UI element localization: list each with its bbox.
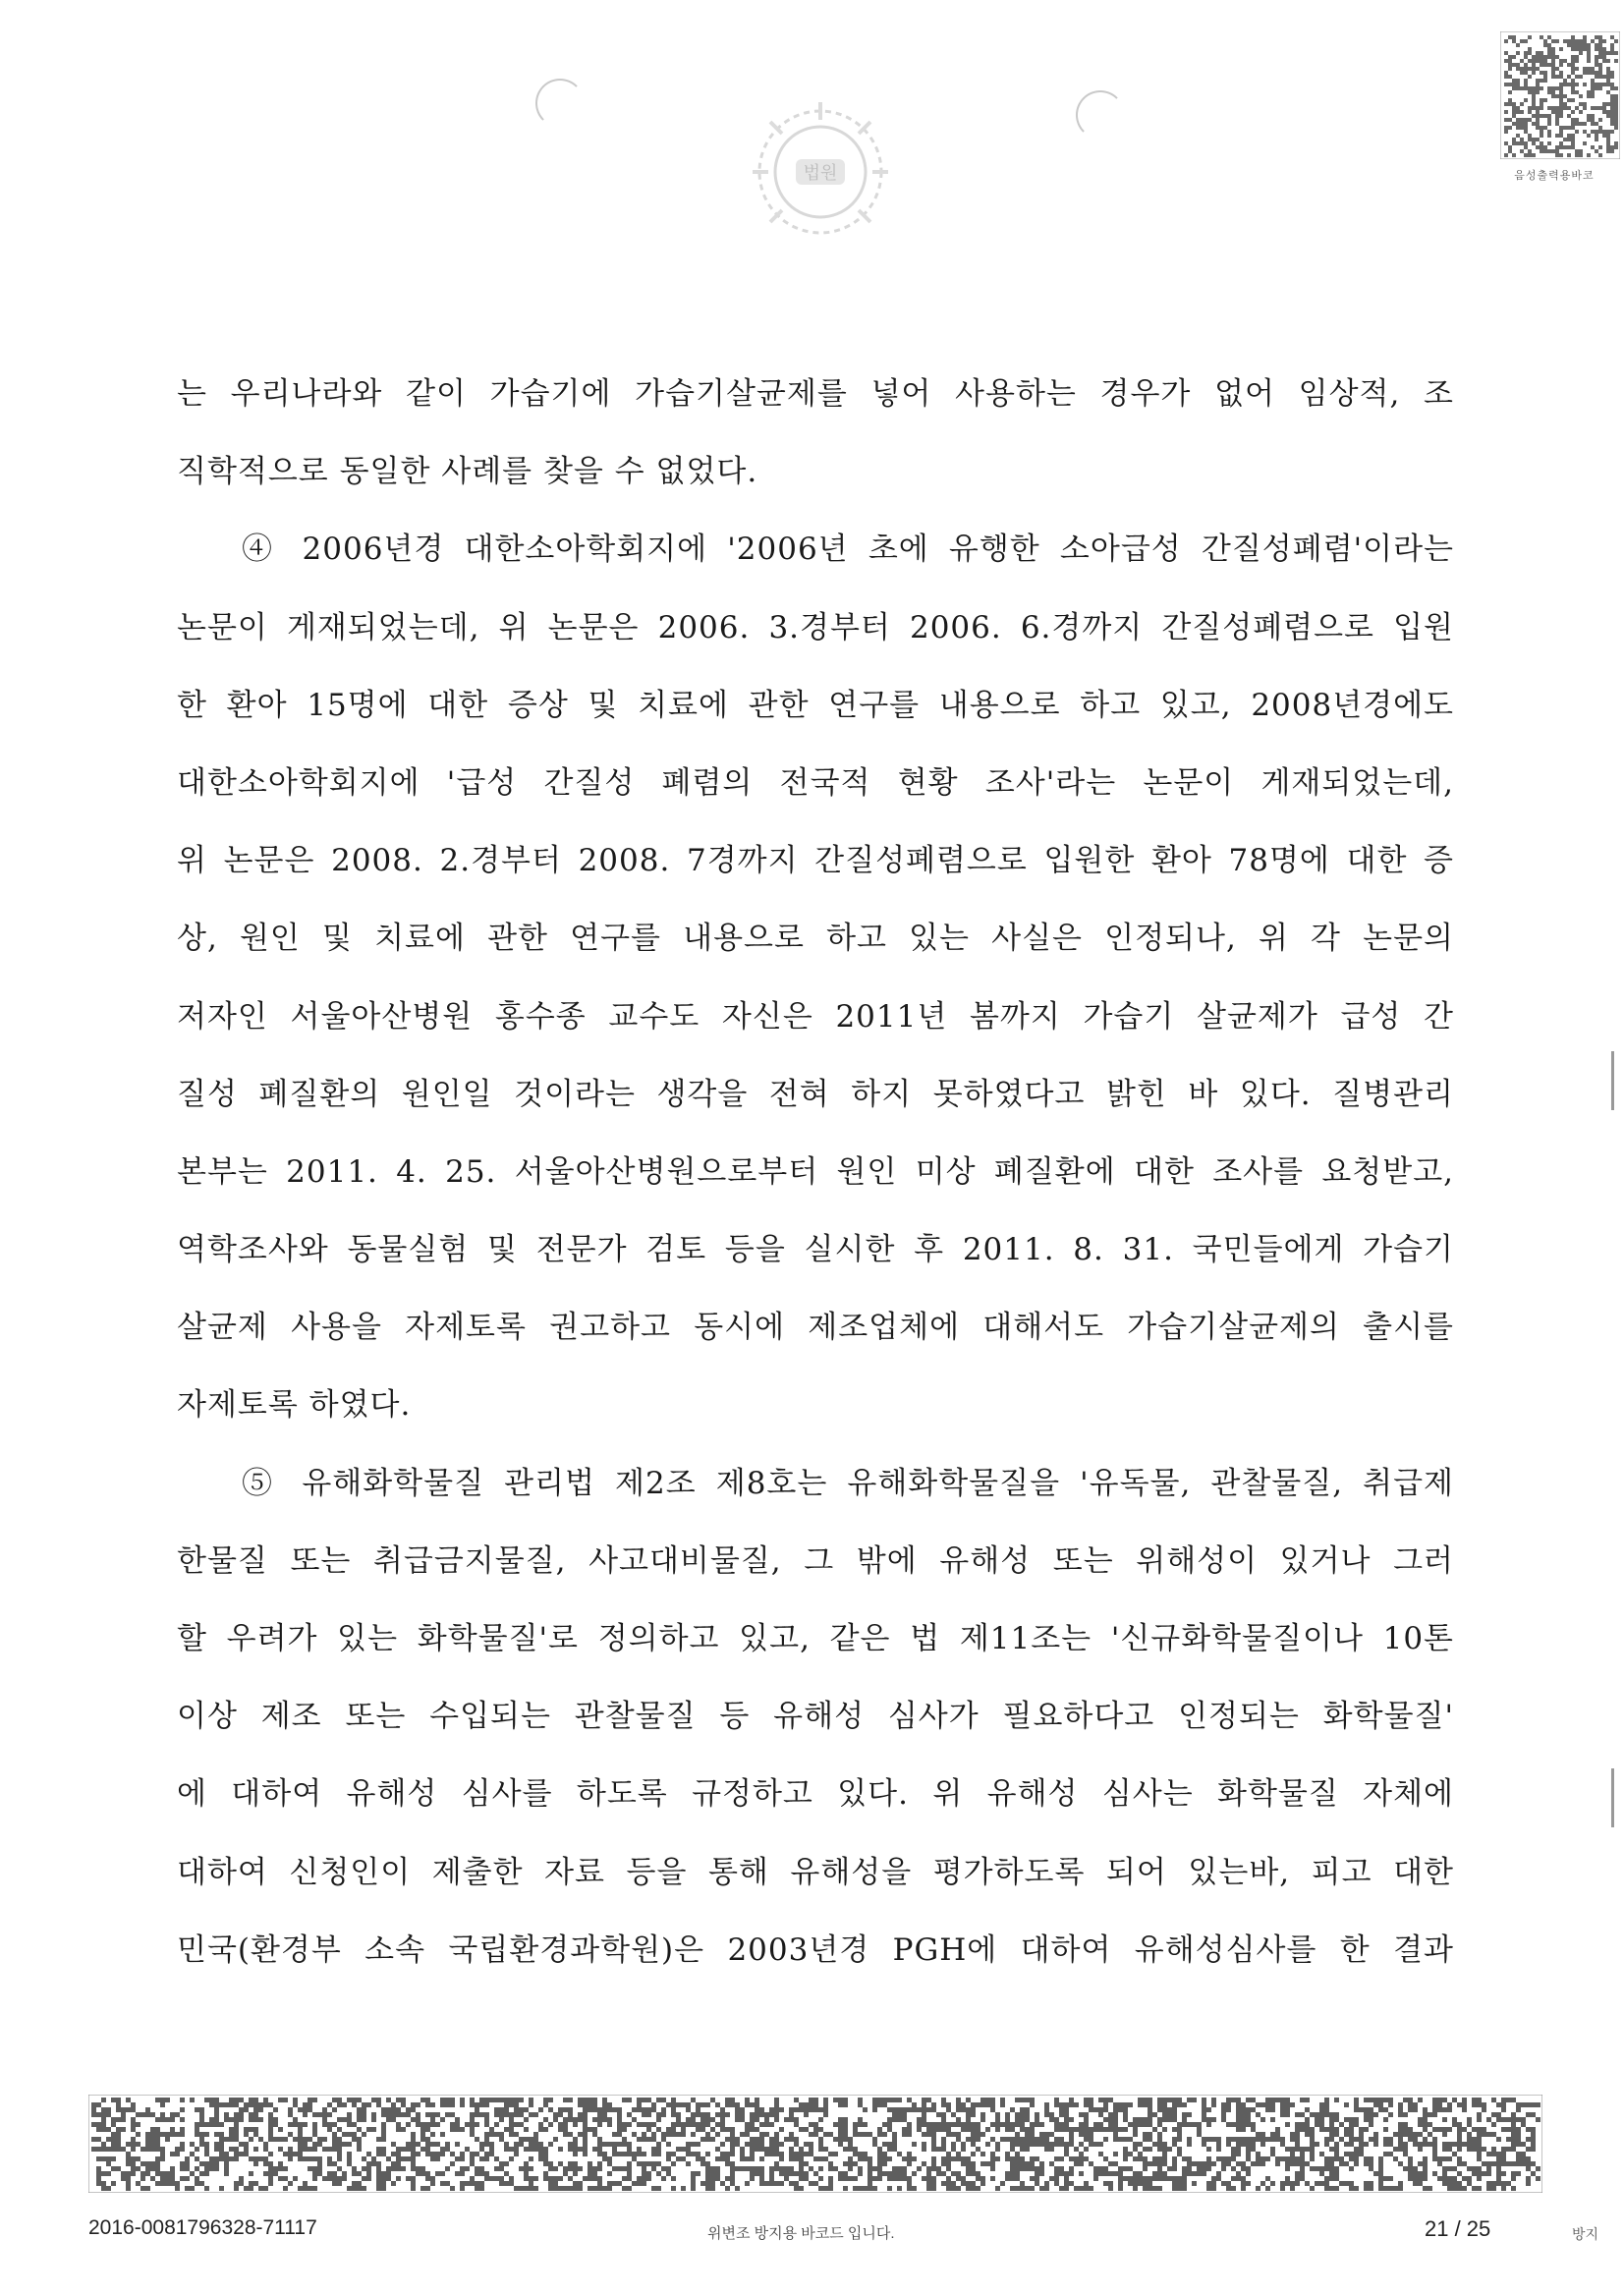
body-line: 상, 원인 및 치료에 관한 연구를 내용으로 하고 있는 사실은 인정되나, 위 각 논문의 [177, 921, 1454, 957]
audio-barcode-caption: 음성출력용바코 [1514, 169, 1595, 182]
edge-text: 방지 [1572, 2226, 1599, 2242]
anti-forgery-barcode-icon [88, 2095, 1542, 2193]
body-line: 민국(환경부 소속 국립환경과학원)은 2003년경 PGH에 대하여 유해성심사를 한 결과 [177, 1931, 1454, 1968]
body-line: 할 우려가 있는 화학물질'로 정의하고 있고, 같은 법 제11조는 '신규화학물질이나 10톤 [177, 1621, 1454, 1656]
body-line: ④ 2006년경 대한소아학회지에 '2006년 초에 유행한 소아급성 간질성폐렴'이라는 [242, 532, 1454, 568]
document-id: 2016-0081796328-71117 [88, 2216, 317, 2239]
body-line: 이상 제조 또는 수입되는 관찰물질 등 유해성 심사가 필요하다고 인정되는 화학물질' [177, 1699, 1454, 1735]
page-number: 21 / 25 [1425, 2216, 1491, 2241]
edge-mark [1611, 1051, 1614, 1110]
body-line: 역학조사와 동물실험 및 전문가 검토 등을 실시한 후 2011. 8. 31. 국민들에게 가습기 [177, 1232, 1454, 1268]
punch-hole-left [535, 79, 585, 128]
body-line: ⑤ 유해화학물질 관리법 제2조 제8호는 유해화학물질을 '유독물, 관찰물질, 취급제 [242, 1465, 1454, 1501]
body-line: 대한소아학회지에 '급성 간질성 폐렴의 전국적 현황 조사'라는 논문이 게재되었는데, [177, 764, 1454, 801]
barcode-notice: 위변조 방지용 바코드 입니다. [707, 2225, 895, 2242]
body-line: 위 논문은 2008. 2.경부터 2008. 7경까지 간질성폐렴으로 입원한 환아 78명에 대한 증 [177, 843, 1454, 879]
body-line: 한 환아 15명에 대한 증상 및 치료에 관한 연구를 내용으로 하고 있고, 2008년경에도 [177, 687, 1454, 723]
body-line: 한물질 또는 취급금지물질, 사고대비물질, 그 밖에 유해성 또는 위해성이 있거나 그러 [177, 1542, 1454, 1579]
body-line: 질성 폐질환의 원인일 것이라는 생각을 전혀 하지 못하였다고 밝힌 바 있다. 질병관리 [177, 1076, 1454, 1112]
edge-mark [1611, 1768, 1614, 1827]
body-line: 대하여 신청인이 제출한 자료 등을 통해 유해성을 평가하도록 되어 있는바, 피고 대한 [177, 1854, 1454, 1890]
court-seal-icon [747, 98, 894, 246]
body-line: 본부는 2011. 4. 25. 서울아산병원으로부터 원인 미상 폐질환에 대한 조사를 요청받고, [177, 1153, 1454, 1190]
body-line: 저자인 서울아산병원 홍수종 교수도 자신은 2011년 봄까지 가습기 살균제가 급성 간 [177, 998, 1454, 1035]
body-line: 자제토록 하였다. [177, 1387, 412, 1424]
audio-barcode-icon [1500, 31, 1620, 159]
body-line: 논문이 게재되었는데, 위 논문은 2006. 3.경부터 2006. 6.경까지 간질성폐렴으로 입원 [177, 609, 1454, 645]
body-line: 에 대하여 유해성 심사를 하도록 규정하고 있다. 위 유해성 심사는 화학물질 자체에 [177, 1776, 1454, 1813]
body-line: 직학적으로 동일한 사례를 찾을 수 없었다. [177, 454, 758, 490]
body-line: 는 우리나라와 같이 가습기에 가습기살균제를 넣어 사용하는 경우가 없어 임상적, 조 [177, 376, 1454, 412]
seal-text: 법원 [803, 163, 838, 184]
body-line: 살균제 사용을 자제토록 권고하고 동시에 제조업체에 대해서도 가습기살균제의 출시를 [177, 1310, 1454, 1346]
punch-hole-right [1076, 90, 1125, 140]
document-body [177, 356, 1454, 1989]
